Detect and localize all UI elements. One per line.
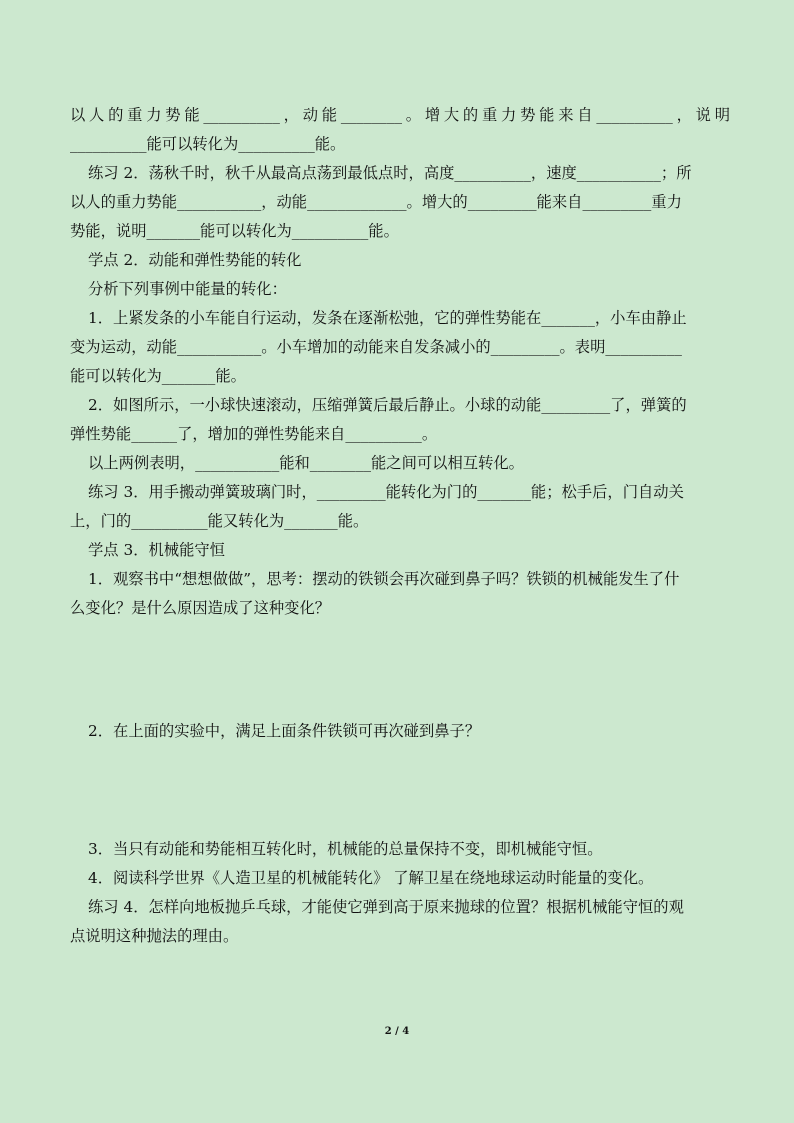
- item-2-line-2: 弹性势能______了，增加的弹性势能来自__________。: [70, 425, 438, 443]
- section-heading-2: 学点 2．动能和弹性势能的转化: [88, 251, 302, 269]
- question-2: 2．在上面的实验中，满足上面条件铁锁可再次碰到鼻子？: [88, 722, 481, 740]
- section-2-intro: 分析下列事例中能量的转化：: [88, 280, 287, 298]
- exercise-2-line-2: 以人的重力势能___________，动能_____________。增大的_________能来自_________重力: [70, 193, 682, 211]
- question-1-line-1: 1．观察书中“想想做做”，思考：摆动的铁锁会再次碰到鼻子吗？铁锁的机械能发生了什: [88, 570, 680, 588]
- worksheet-body: [70, 101, 730, 951]
- answer-space-2: [70, 746, 730, 835]
- text-line-2: __________能可以转化为__________能。: [70, 135, 346, 153]
- exercise-4-line-1: 练习 4．怎样向地板抛乒乓球，才能使它弹到高于原来抛球的位置？根据机械能守恒的观: [88, 898, 684, 916]
- exercise-3-line-2: 上，门的__________能又转化为_______能。: [70, 512, 369, 530]
- item-1-line-1: 1．上紧发条的小车能自行运动，发条在逐渐松弛，它的弹性势能在_______，小车由静止: [88, 309, 687, 327]
- answer-space-1: [70, 623, 730, 717]
- item-1-line-3: 能可以转化为_______能。: [70, 367, 246, 385]
- exercise-2-line-3: 势能，说明_______能可以转化为__________能。: [70, 222, 399, 240]
- text-line-1: 以人的重力势能__________，动能________。增大的重力势能来自__________，说明: [70, 106, 730, 124]
- exercise-3-line-1: 练习 3．用手搬动弹簧玻璃门时，_________能转化为门的_______能；松手后，门自动关: [88, 483, 684, 501]
- exercise-4-line-2: 点说明这种抛法的理由。: [70, 927, 239, 945]
- summary-line: 以上两例表明，___________能和________能之间可以相互转化。: [88, 454, 524, 472]
- item-2-line-1: 2．如图所示，一小球快速滚动，压缩弹簧后最后静止。小球的动能_________了，弹簧的: [88, 396, 687, 414]
- page-number: 2 / 4: [384, 1026, 410, 1037]
- statement-4: 4．阅读科学世界《人造卫星的机械能转化》 了解卫星在绕地球运动时能量的变化。: [88, 869, 654, 887]
- item-1-line-2: 变为运动，动能___________。小车增加的动能来自发条减小的_________。表明__________: [70, 338, 682, 356]
- section-heading-3: 学点 3．机械能守恒: [88, 541, 225, 559]
- statement-3: 3．当只有动能和势能相互转化时，机械能的总量保持不变，即机械能守恒。: [88, 840, 603, 858]
- exercise-2-line-1: 练习 2．荡秋千时，秋千从最高点荡到最低点时，高度__________，速度___________；所: [88, 164, 692, 182]
- question-1-line-2: 么变化？是什么原因造成了这种变化？: [70, 599, 331, 617]
